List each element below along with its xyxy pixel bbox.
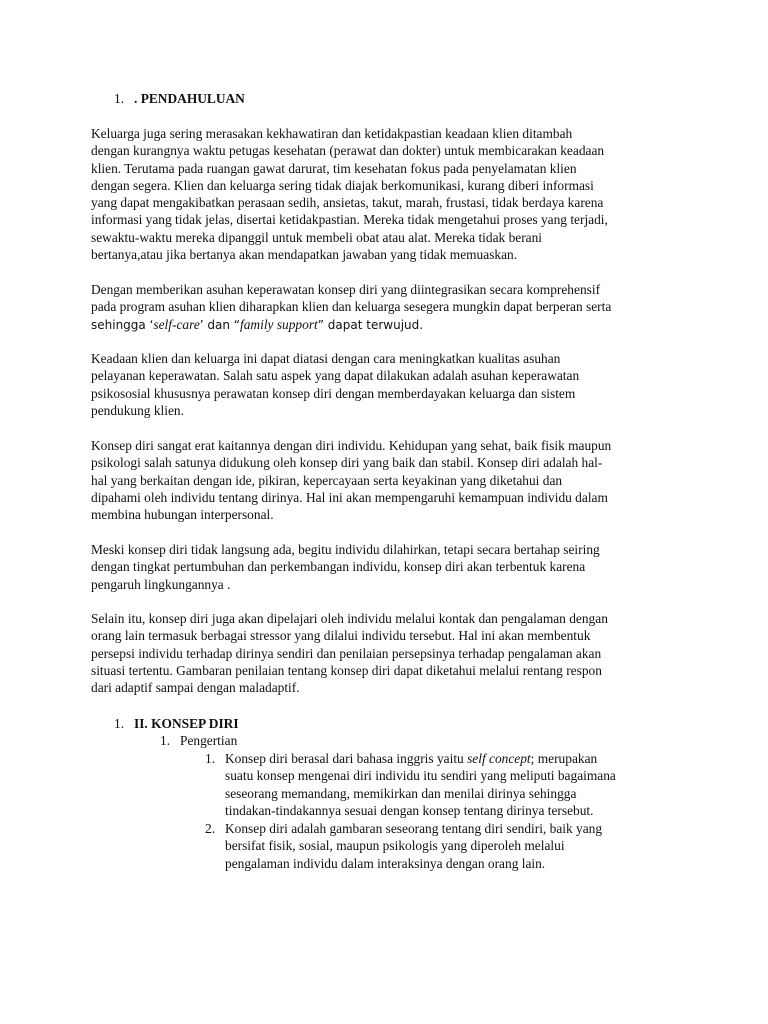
paragraph-1 — [91, 125, 711, 263]
text-line: membina hubungan interpersonal. — [91, 507, 274, 523]
text-line: dipahami oleh individu tentang dirinya. Hal ini akan mempengaruhi kemampuan individu dalam — [91, 489, 608, 505]
text-line: Konsep diri adalah gambaran seseorang tentang diri sendiri, baik yang — [225, 821, 603, 836]
text-line: Selain itu, konsep diri juga akan dipelajari oleh individu melalui kontak dan pengalaman dengan — [91, 611, 608, 626]
list-item-number: 1. — [205, 751, 216, 766]
text-line: suatu konsep mengenai diri individu itu sendiri yang meliputi bagaimana — [225, 768, 616, 784]
section-heading-konsep-diri — [114, 715, 239, 732]
list-item-number: 2. — [205, 821, 216, 836]
text-line: dengan tingkat pertumbuhan dan perkembangan individu, konsep diri akan terbentuk karena — [91, 559, 586, 575]
text-run: sehingga ‘ — [91, 317, 154, 332]
text-line: informasi yang tidak jelas, disertai ketidakpastian. Mereka tidak mengetahui proses yang terjadi, — [91, 212, 608, 228]
term-self-concept: self concept — [467, 751, 531, 766]
text-line: pada program asuhan klien diharapkan klien dan keluarga sesegera mungkin dapat berperan serta — [91, 299, 612, 315]
paragraph-6 — [91, 610, 711, 696]
text-line: Dengan memberikan asuhan keperawatan konsep diri yang diintegrasikan secara komprehensif — [91, 282, 601, 297]
section-number: 1. — [114, 91, 125, 106]
text-line: situasi tertentu. Gambaran penilaian tentang konsep diri dapat diketahui melalui rentang respon — [91, 662, 602, 678]
subsection-title: Pengertian — [180, 733, 238, 748]
text-line: dengan segera. Klien dan keluarga sering tidak diajak berkomunikasi, kurang diberi informasi — [91, 177, 594, 193]
text-line: pengalaman individu dalam interaksinya dengan orang lain. — [225, 855, 546, 871]
text-line: pengaruh lingkungannya . — [91, 576, 231, 592]
section-title: . PENDAHULUAN — [134, 91, 245, 106]
subsection-number: 1. — [160, 733, 171, 748]
text-run: ’ dan “ — [199, 317, 241, 332]
text-run: ” dapat terwujud. — [317, 317, 424, 332]
list-item — [205, 820, 725, 872]
term-family-support: family support — [240, 316, 318, 332]
subsection-pengertian — [160, 732, 237, 749]
text-line: orang lain termasuk berbagai stressor yang dilalui individu tersebut. Hal ini akan membentuk — [91, 628, 591, 644]
paragraph-2 — [91, 281, 711, 334]
paragraph-4 — [91, 437, 711, 523]
text-line: sewaktu-waktu mereka dipanggil untuk membeli obat atau alat. Mereka tidak berani — [91, 229, 543, 245]
text-run: Konsep diri berasal dari bahasa inggris yaitu — [225, 751, 468, 766]
text-line: persepsi individu terhadap dirinya sendiri dan penilaian persepsinya terhadap pengalaman akan — [91, 645, 602, 661]
list-item — [205, 750, 725, 819]
text-line-mixed — [91, 316, 711, 334]
text-line: bersifat fisik, sosial, maupun psikologis yang diperoleh melalui — [225, 838, 565, 854]
paragraph-3 — [91, 350, 711, 419]
text-line: bertanya,atau jika bertanya akan mendapatkan jawaban yang tidak memuaskan. — [91, 247, 518, 263]
text-line: tindakan-tindakannya sesuai dengan konsep tentang dirinya tersebut. — [225, 802, 594, 818]
text-line: dengan kurangnya waktu petugas kesehatan (perawat dan dokter) untuk membicarakan keadaan — [91, 143, 605, 159]
text-line-mixed — [225, 750, 725, 767]
section-title: II. KONSEP DIRI — [134, 716, 239, 731]
text-line: klien. Terutama pada ruangan gawat darurat, tim kesehatan fokus pada penyelamatan klien — [91, 160, 577, 176]
text-run: ; merupakan — [530, 751, 598, 766]
section-heading-pendahuluan — [114, 90, 245, 107]
text-line: Meski konsep diri tidak langsung ada, begitu individu dilahirkan, tetapi secara bertahap seiring — [91, 542, 600, 557]
text-line: Keluarga juga sering merasakan kekhawatiran dan ketidakpastian keadaan klien ditambah — [91, 126, 573, 141]
text-line: psikologi salah satunya didukung oleh konsep diri yang baik dan stabil. Konsep diri adalah hal- — [91, 455, 603, 471]
text-line: psikososial khususnya perawatan konsep diri dengan memberdayakan keluarga dan sistem — [91, 385, 576, 401]
section-number: 1. — [114, 716, 125, 731]
text-line: yang dapat mengakibatkan perasaan sedih, ansietas, takut, marah, frustasi, tidak berdaya karena — [91, 195, 604, 211]
text-line: Keadaan klien dan keluarga ini dapat diatasi dengan cara meningkatkan kualitas asuhan — [91, 351, 561, 366]
text-line: hal yang berkaitan dengan ide, pikiran, kepercayaan serta keyakinan yang diketahui dan — [91, 472, 563, 488]
term-self-care: self-care — [153, 316, 200, 332]
text-line: seseorang memandang, memikirkan dan menilai dirinya sehingga — [225, 785, 577, 801]
paragraph-5 — [91, 541, 711, 593]
text-line: Konsep diri sangat erat kaitannya dengan diri individu. Kehidupan yang sehat, baik fisik maupun — [91, 438, 612, 453]
text-line: dari adaptif sampai dengan maladaptif. — [91, 680, 300, 696]
text-line: pendukung klien. — [91, 402, 184, 418]
text-line: pelayanan keperawatan. Salah satu aspek yang dapat dilakukan adalah asuhan keperawatan — [91, 368, 580, 384]
